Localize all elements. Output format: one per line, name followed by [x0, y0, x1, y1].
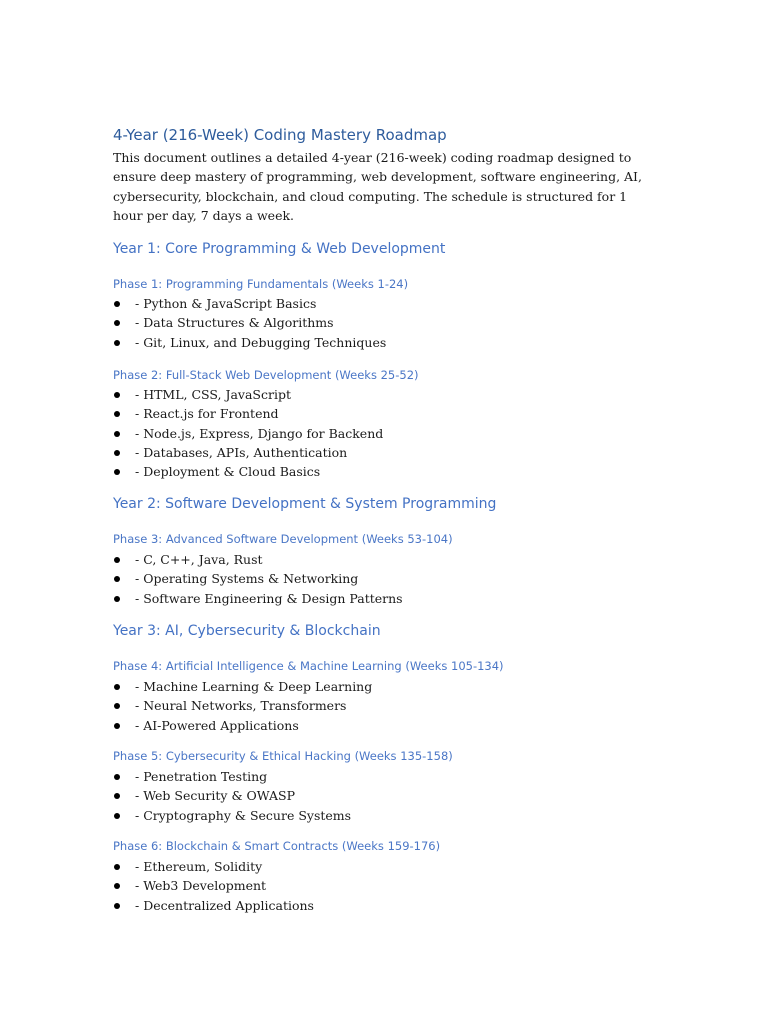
- year-2-heading: Year 2: Software Development & System Programming: [113, 496, 497, 512]
- phase-1-heading: Phase 1: Programming Fundamentals (Weeks 1-24): [113, 277, 409, 291]
- phase-2-heading: Phase 2: Full-Stack Web Development (Weeks 25-52): [113, 368, 419, 382]
- list-item-text: - C, C++, Java, Rust: [135, 552, 263, 567]
- bullet-icon: [114, 392, 120, 398]
- bullet-icon: [114, 340, 120, 346]
- intro-paragraph: This document outlines a detailed 4-year (216-week) coding roadmap designed to ensure deep mastery of programming, web development, software engineering, AI, cybersecurity, blockchain, and cloud computing. The schedule is structured for 1 hour per day, 7 days a week.: [113, 150, 642, 223]
- list-item-text: - Operating Systems & Networking: [135, 571, 359, 587]
- bullet-icon: [114, 813, 120, 819]
- list-item-text: - React.js for Frontend: [135, 406, 279, 422]
- bullet-icon: [114, 469, 120, 475]
- bullet-icon: [114, 903, 120, 909]
- bullet-icon: [114, 411, 120, 417]
- phase-6-heading: Phase 6: Blockchain & Smart Contracts (Weeks 159-176): [113, 839, 441, 853]
- bullet-icon: [114, 703, 120, 709]
- bullet-icon: [114, 883, 120, 889]
- phase-3-heading: Phase 3: Advanced Software Development (Weeks 53-104): [113, 532, 453, 546]
- bullet-icon: [114, 793, 120, 799]
- list-item-text: - Cryptography & Secure Systems: [135, 807, 352, 823]
- phase-5-heading: Phase 5: Cybersecurity & Ethical Hacking (Weeks 135-158): [113, 749, 453, 763]
- bullet-icon: [114, 864, 120, 870]
- bullet-icon: [114, 301, 120, 307]
- list-item-text: - Web Security & OWASP: [135, 788, 296, 804]
- list-item-text: - Databases, APIs, Authentication: [135, 444, 348, 460]
- list-item-text: - Data Structures & Algorithms: [135, 315, 334, 331]
- bullet-icon: [114, 576, 120, 582]
- bullet-icon: [114, 431, 120, 437]
- list-item-text: - Git, Linux, and Debugging Techniques: [135, 334, 387, 350]
- list-item-text: - Software Engineering & Design Patterns: [135, 590, 403, 606]
- list-item-text: - Neural Networks, Transformers: [135, 698, 347, 714]
- list-item-text: - AI-Powered Applications: [135, 717, 299, 733]
- list-item-text: - Penetration Testing: [135, 769, 268, 784]
- bullet-icon: [114, 557, 120, 563]
- list-item-text: - Ethereum, Solidity: [135, 859, 263, 874]
- list-item-text: - Web3 Development: [135, 878, 267, 894]
- list-item-text: - Machine Learning & Deep Learning: [135, 679, 373, 694]
- bullet-icon: [114, 450, 120, 456]
- list-item-text: - Decentralized Applications: [135, 897, 314, 913]
- list-item-text: - Python & JavaScript Basics: [135, 296, 317, 311]
- bullet-icon: [114, 774, 120, 780]
- list-item-text: - HTML, CSS, JavaScript: [135, 387, 291, 402]
- document-title: 4-Year (216-Week) Coding Mastery Roadmap: [113, 126, 447, 144]
- year-3-heading: Year 3: AI, Cybersecurity & Blockchain: [113, 623, 381, 639]
- list-item-text: - Node.js, Express, Django for Backend: [135, 425, 384, 441]
- bullet-icon: [114, 320, 120, 326]
- list-item-text: - Deployment & Cloud Basics: [135, 464, 321, 480]
- year-1-heading: Year 1: Core Programming & Web Development: [113, 241, 446, 257]
- phase-4-heading: Phase 4: Artificial Intelligence & Machine Learning (Weeks 105-134): [113, 659, 504, 673]
- bullet-icon: [114, 684, 120, 690]
- bullet-icon: [114, 723, 120, 729]
- bullet-icon: [114, 596, 120, 602]
